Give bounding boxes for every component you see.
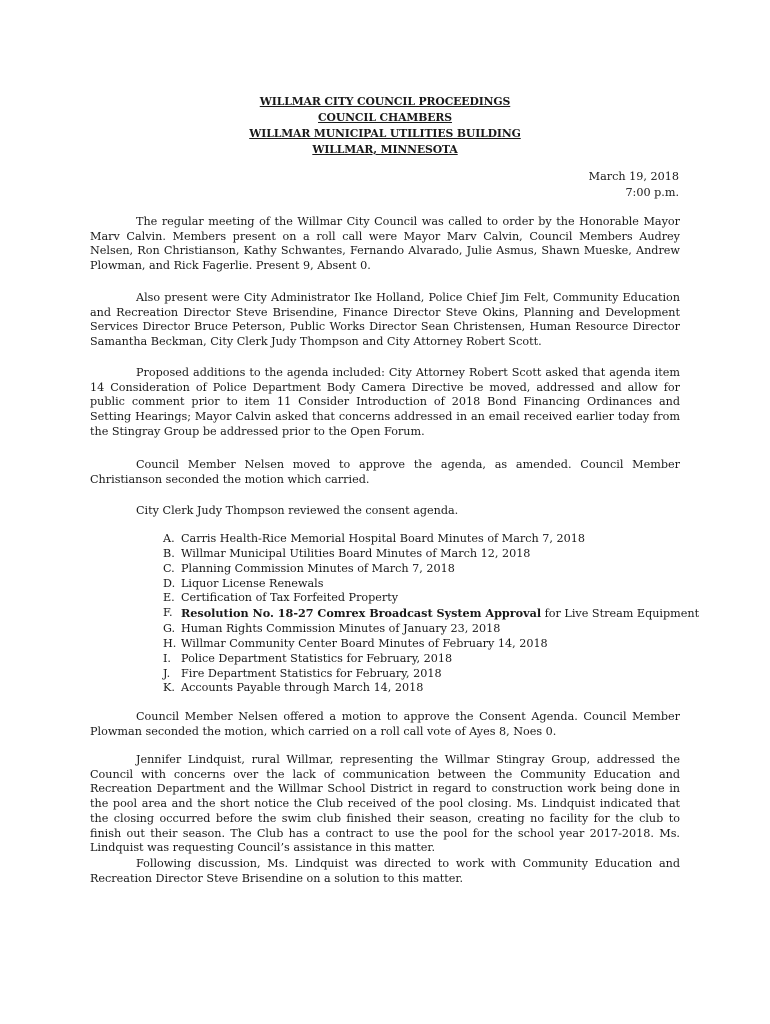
item-letter: E. bbox=[163, 591, 175, 605]
item-text: Accounts Payable through March 14, 2018 bbox=[181, 681, 424, 695]
header-city: WILLMAR, MINNESOTA bbox=[312, 143, 458, 156]
item-text: Willmar Community Center Board Minutes of February 14, 2018 bbox=[181, 636, 548, 650]
item-letter: F. bbox=[163, 606, 173, 620]
item-letter: J. bbox=[163, 666, 171, 680]
paragraph-text: Also present were City Administrator Ike Holland, Police Chief Jim Felt, Community Education and Recreation Director Steve Brisendine, Finance Director Steve Okins, Planning and Development Services Director Bruce Peterson, Public Works Director Sean Christensen, Human Resource Director Samantha Beckman, City Clerk Judy Thompson and City Attorney Robert Scott. bbox=[90, 291, 680, 349]
item-letter: A. bbox=[163, 532, 175, 545]
list-item bbox=[163, 547, 699, 562]
item-text: Fire Department Statistics for February, 2018 bbox=[181, 666, 442, 680]
meeting-datetime bbox=[589, 169, 679, 200]
paragraph-following-discussion bbox=[90, 857, 680, 886]
paragraph-text: City Clerk Judy Thompson reviewed the consent agenda. bbox=[136, 504, 459, 517]
list-item bbox=[163, 622, 699, 637]
item-letter: I. bbox=[163, 651, 171, 665]
list-item bbox=[163, 637, 699, 652]
item-letter: H. bbox=[163, 636, 177, 650]
paragraph-consent-approval bbox=[90, 710, 680, 739]
meeting-time: 7:00 p.m. bbox=[625, 185, 679, 199]
item-bold-text: Resolution No. 18-27 Comrex Broadcast System Approval bbox=[181, 606, 542, 621]
item-letter: G. bbox=[163, 622, 176, 636]
list-item bbox=[163, 606, 699, 622]
item-text: Police Department Statistics for February, 2018 bbox=[181, 651, 453, 665]
item-text: Liquor License Renewals bbox=[181, 576, 324, 590]
list-item bbox=[163, 681, 699, 696]
list-item bbox=[163, 652, 699, 667]
item-letter: D. bbox=[163, 576, 176, 590]
paragraph-text: The regular meeting of the Willmar City Council was called to order by the Honorable Mayor Marv Calvin. Members present on a roll call were Mayor Marv Calvin, Council Members Audrey Nelsen, Ron Christianson, Kathy Schwantes, Fernando Alvarado, Julie Asmus, Shawn Mueske, Andrew Plowman, and Rick Fagerlie. Present 9, Absent 0. bbox=[90, 215, 680, 273]
consent-agenda-list bbox=[163, 532, 699, 696]
header-building: WILLMAR MUNICIPAL UTILITIES BUILDING bbox=[249, 127, 521, 140]
item-text: Human Rights Commission Minutes of January 23, 2018 bbox=[181, 622, 501, 636]
header-location: COUNCIL CHAMBERS bbox=[318, 111, 452, 124]
item-text: Planning Commission Minutes of March 7, 2018 bbox=[181, 561, 455, 575]
list-item bbox=[163, 591, 699, 606]
list-item bbox=[163, 667, 699, 682]
item-text: Certification of Tax Forfeited Property bbox=[181, 591, 399, 605]
paragraph-text: Council Member Nelsen moved to approve the agenda, as amended. Council Member Christianson seconded the motion which carried. bbox=[90, 458, 680, 486]
header-title: WILLMAR CITY COUNCIL PROCEEDINGS bbox=[259, 95, 511, 108]
item-text: Willmar Municipal Utilities Board Minutes of March 12, 2018 bbox=[181, 546, 531, 560]
meeting-date: March 19, 2018 bbox=[588, 170, 679, 183]
item-letter: B. bbox=[163, 546, 175, 560]
list-item bbox=[163, 532, 699, 547]
paragraph-call-to-order bbox=[90, 215, 680, 274]
paragraph-stingray-concerns bbox=[90, 753, 680, 856]
item-letter: K. bbox=[163, 681, 175, 695]
paragraph-text: Council Member Nelsen offered a motion to approve the Consent Agenda. Council Member Plowman seconded the motion, which carried on a roll call vote of Ayes 8, Noes 0. bbox=[90, 710, 680, 738]
paragraph-text: Proposed additions to the agenda included: City Attorney Robert Scott asked that agenda item 14 Consideration of Police Department Body Camera Directive be moved, addressed and allow for public comment prior to item 11 Consider Introduction of 2018 Bond Financing Ordinances and Setting Hearings; Mayor Calvin asked that concerns addressed in an email received earlier today from the Stingray Group be addressed prior to the Open Forum. bbox=[90, 366, 680, 438]
item-text: Carris Health-Rice Memorial Hospital Board Minutes of March 7, 2018 bbox=[181, 532, 585, 545]
paragraph-consent-review bbox=[90, 504, 680, 519]
paragraph-text: Following discussion, Ms. Lindquist was directed to work with Community Education and Recreation Director Steve Brisendine on a solution to this matter. bbox=[90, 857, 680, 885]
list-item bbox=[163, 577, 699, 592]
item-text: for Live Stream Equipment bbox=[541, 607, 700, 621]
paragraph-also-present bbox=[90, 291, 680, 350]
paragraph-text: Jennifer Lindquist, rural Willmar, representing the Willmar Stingray Group, addressed the Council with concerns over the lack of communication between the Community Education and Recreation Department and the Willmar School District in regard to construction work being done in the pool area and the short notice the Club received of the pool closing. Ms. Lindquist indicated that the closing occurred before the swim club finished their season, creating no facility for the club to finish out their season. The Club has a contract to use the pool for the school year 2017-2018. Ms. Lindquist was requesting Council’s assistance in this matter. bbox=[90, 753, 680, 855]
paragraph-agenda-additions bbox=[90, 366, 680, 440]
document-header bbox=[200, 94, 570, 158]
paragraph-agenda-approval bbox=[90, 458, 680, 487]
item-letter: C. bbox=[163, 561, 175, 575]
list-item bbox=[163, 562, 699, 577]
